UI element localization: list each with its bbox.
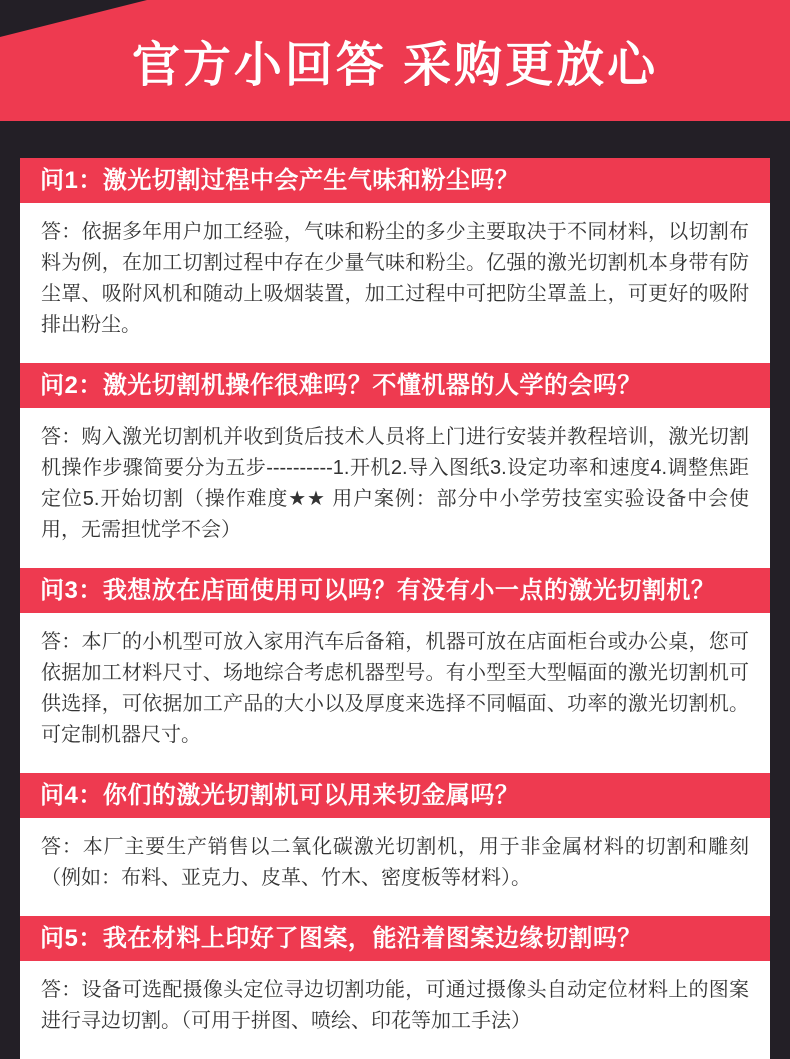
- faq-card: [20, 158, 770, 1059]
- question-banner: [20, 158, 770, 203]
- question-text: 问3：我想放在店面使用可以吗？有没有小一点的激光切割机？: [40, 576, 716, 604]
- answer-text: 答：设备可选配摄像头定位寻边切割功能，可通过摄像头自动定位材料上的图案进行寻边切割。（可用于拼图、喷绘、印花等加工手法）: [41, 979, 749, 1032]
- answer-text: 答：本厂主要生产销售以二氧化碳激光切割机，用于非金属材料的切割和雕刻（例如：布料、亚克力、皮革、竹木、密度板等材料）。: [41, 836, 749, 889]
- question-banner: [20, 568, 770, 613]
- answer-block: [20, 613, 770, 773]
- header-banner: [0, 0, 790, 121]
- question-text: 问2：激光切割机操作很难吗？不懂机器的人学的会吗？: [40, 371, 642, 399]
- question-banner: [20, 916, 770, 961]
- answer-text: 答：依据多年用户加工经验，气味和粉尘的多少主要取决于不同材料，以切割布料为例，在加工切割过程中存在少量气味和粉尘。亿强的激光切割机本身带有防尘罩、吸附风机和随动上吸烟装置，加工过程中可把防尘罩盖上，可更好的吸附排出粉尘。: [41, 221, 749, 336]
- question-text: 问5：我在材料上印好了图案，能沿着图案边缘切割吗？: [40, 924, 642, 952]
- question-text: 问4：你们的激光切割机可以用来切金属吗？: [40, 781, 520, 809]
- answer-text: 答：购入激光切割机并收到货后技术人员将上门进行安装并教程培训，激光切割机操作步骤简要分为五步----------1.开机2.导入图纸3.设定功率和速度4.调整焦距定位5.开始切割（操作难度★★ 用户案例：部分中小学劳技室实验设备中会使用，无需担忧学不会）: [41, 426, 749, 541]
- answer-block: [20, 818, 770, 916]
- answer-block: [20, 203, 770, 363]
- faq-section-5: [20, 916, 770, 1059]
- question-text: 问1：激光切割过程中会产生气味和粉尘吗？: [40, 166, 520, 194]
- answer-block: [20, 408, 770, 568]
- question-banner: [20, 363, 770, 408]
- page-title: 官方小回答 采购更放心: [131, 39, 659, 92]
- faq-section-3: [20, 568, 770, 773]
- faq-section-1: [20, 158, 770, 363]
- answer-block: [20, 961, 770, 1059]
- answer-text: 答：本厂的小机型可放入家用汽车后备箱，机器可放在店面柜台或办公桌，您可依据加工材料尺寸、场地综合考虑机器型号。有小型至大型幅面的激光切割机可供选择，可依据加工产品的大小以及厚度来选择不同幅面、功率的激光切割机。可定制机器尺寸。: [41, 631, 749, 746]
- faq-section-2: [20, 363, 770, 568]
- question-banner: [20, 773, 770, 818]
- corner-wedge: [0, 0, 147, 37]
- faq-section-4: [20, 773, 770, 916]
